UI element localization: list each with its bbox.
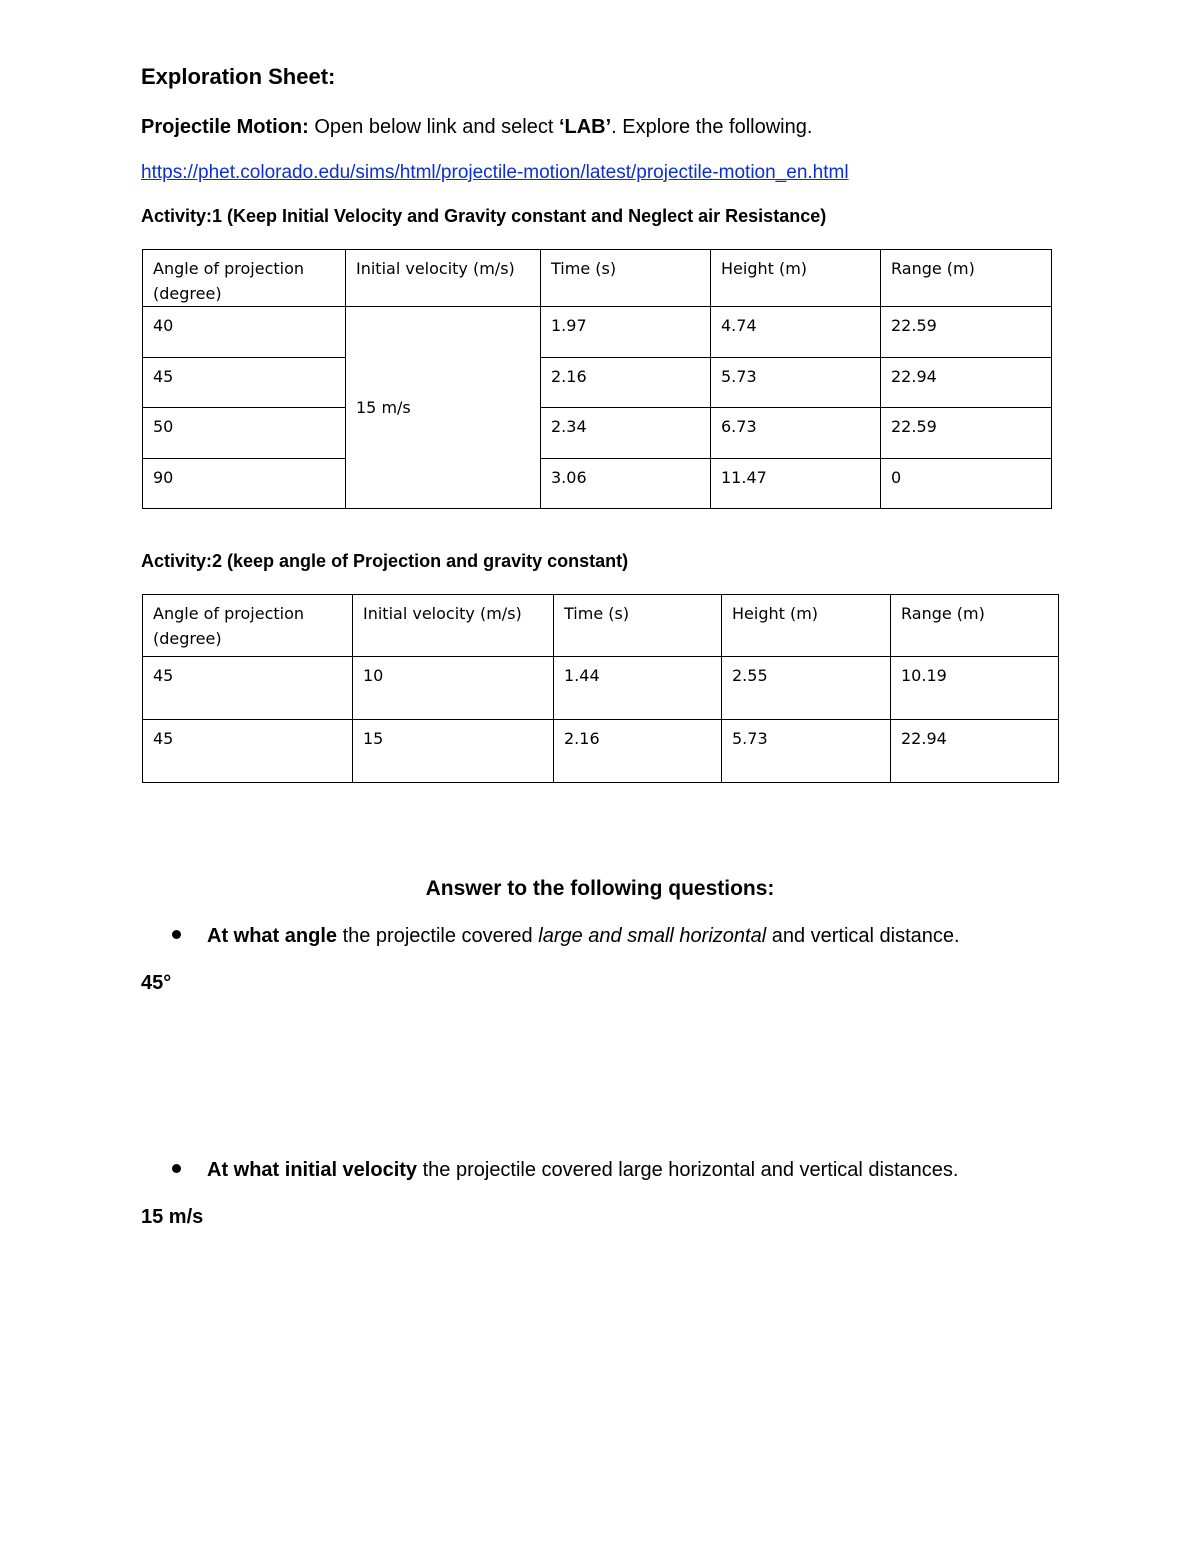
- activity1-table: [142, 249, 1052, 509]
- question-1-text2: and vertical distance.: [766, 925, 960, 947]
- cell-height: 4.74: [711, 307, 881, 358]
- header-height: Height (m): [722, 595, 891, 657]
- header-angle: Angle of projection (degree): [143, 595, 353, 657]
- cell-velocity-merged: 15 m/s: [346, 307, 541, 509]
- header-velocity: Initial velocity (m/s): [353, 595, 554, 657]
- table-row: [143, 358, 1052, 408]
- table-row: [143, 657, 1059, 720]
- cell-range: 22.59: [881, 408, 1052, 459]
- cell-time: 2.16: [541, 358, 711, 408]
- table-row: [143, 307, 1052, 358]
- cell-angle: 50: [143, 408, 346, 459]
- cell-height: 11.47: [711, 459, 881, 509]
- header-range: Range (m): [891, 595, 1059, 657]
- header-height: Height (m): [711, 250, 881, 307]
- bullet-icon: [172, 930, 181, 939]
- question-1: [172, 925, 960, 948]
- cell-height: 5.73: [722, 720, 891, 783]
- intro-label: Projectile Motion:: [141, 116, 309, 138]
- header-time: Time (s): [554, 595, 722, 657]
- question-2-bold: At what initial velocity: [207, 1159, 418, 1181]
- cell-time: 1.97: [541, 307, 711, 358]
- cell-range: 22.59: [881, 307, 1052, 358]
- table-row: [143, 408, 1052, 459]
- activity2-heading: Activity:2 (keep angle of Projection and gravity constant): [141, 551, 629, 571]
- question-2: [172, 1159, 958, 1182]
- cell-height: 2.55: [722, 657, 891, 720]
- intro-select-target: ‘LAB’: [558, 116, 612, 138]
- question-1-italic: large and small horizontal: [538, 925, 767, 947]
- table-header-row: [143, 595, 1059, 657]
- cell-angle: 90: [143, 459, 346, 509]
- questions-heading: Answer to the following questions:: [425, 877, 775, 900]
- question-2-text1: the projectile covered large horizontal and vertical distances.: [417, 1159, 959, 1181]
- header-angle: Angle of projection (degree): [143, 250, 346, 307]
- answer-2: 15 m/s: [141, 1206, 204, 1228]
- cell-angle: 40: [143, 307, 346, 358]
- cell-time: 1.44: [554, 657, 722, 720]
- header-time: Time (s): [541, 250, 711, 307]
- table-row: [143, 720, 1059, 783]
- cell-time: 2.34: [541, 408, 711, 459]
- cell-velocity: 10: [353, 657, 554, 720]
- intro-line: [141, 116, 812, 139]
- intro-text-before: Open below link and select: [308, 116, 559, 138]
- cell-angle: 45: [143, 657, 353, 720]
- cell-range: 10.19: [891, 657, 1059, 720]
- intro-text-after: . Explore the following.: [611, 116, 813, 138]
- cell-angle: 45: [143, 720, 353, 783]
- activity1-heading: Activity:1 (Keep Initial Velocity and Gravity constant and Neglect air Resistance): [141, 206, 827, 226]
- cell-angle: 45: [143, 358, 346, 408]
- page-title: Exploration Sheet:: [141, 64, 336, 89]
- cell-range: 0: [881, 459, 1052, 509]
- question-1-bold: At what angle: [207, 925, 338, 947]
- cell-velocity: 15: [353, 720, 554, 783]
- cell-height: 6.73: [711, 408, 881, 459]
- header-velocity: Initial velocity (m/s): [346, 250, 541, 307]
- header-range: Range (m): [881, 250, 1052, 307]
- table-header-row: [143, 250, 1052, 307]
- cell-range: 22.94: [891, 720, 1059, 783]
- answer-1: 45°: [141, 972, 172, 994]
- cell-height: 5.73: [711, 358, 881, 408]
- bullet-icon: [172, 1164, 181, 1173]
- cell-time: 3.06: [541, 459, 711, 509]
- cell-range: 22.94: [881, 358, 1052, 408]
- table-row: [143, 459, 1052, 509]
- simulation-link[interactable]: https://phet.colorado.edu/sims/html/projectile-motion/latest/projectile-motion_en.html: [141, 162, 849, 183]
- activity2-table: [142, 594, 1059, 783]
- question-1-text1: the projectile covered: [337, 925, 539, 947]
- cell-time: 2.16: [554, 720, 722, 783]
